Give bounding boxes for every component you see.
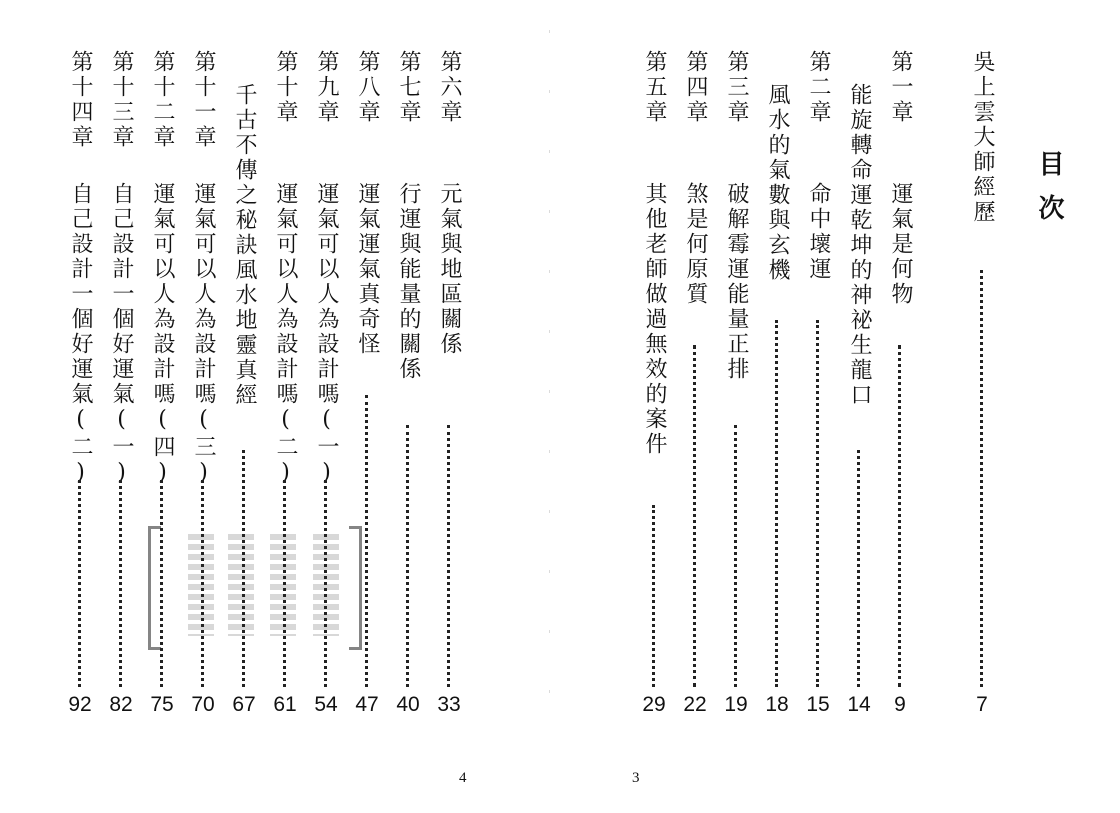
toc-entry[interactable] [801, 50, 835, 740]
page-number: 82 [109, 693, 133, 716]
dot-leader [857, 450, 860, 687]
section-title: 能旋轉命運乾坤的神祕生龍口 [847, 83, 872, 408]
chapter-label: 第十章 [273, 50, 298, 125]
chapter-title: 自己設計一個好運氣(二) [68, 182, 93, 488]
chapter-title: 運氣可以人為設計嗎(二) [273, 182, 298, 488]
toc-entry[interactable] [391, 50, 425, 740]
right-page-folio: 3 [632, 770, 640, 786]
contents-heading: 目次 [1034, 150, 1064, 238]
page-number: 19 [724, 693, 748, 716]
stamp-ghost-mark [188, 534, 214, 636]
page-number: 67 [232, 693, 256, 716]
page-number: 54 [314, 693, 338, 716]
toc-entry[interactable] [965, 50, 999, 740]
chapter-label: 第五章 [642, 50, 667, 125]
chapter-label: 第十二章 [150, 50, 175, 150]
toc-entry[interactable] [678, 50, 712, 740]
stamp-ghost-mark [313, 534, 339, 636]
chapter-label: 第六章 [437, 50, 462, 125]
dot-leader [652, 505, 655, 687]
page-number: 92 [68, 693, 92, 716]
page-number: 15 [806, 693, 830, 716]
dot-leader [406, 425, 409, 687]
chapter-title: 其他老師做過無效的案件 [642, 182, 667, 457]
page-number: 14 [847, 693, 871, 716]
toc-entry[interactable] [104, 50, 138, 740]
dot-leader [447, 425, 450, 687]
dot-leader [816, 320, 819, 687]
page-number: 7 [976, 693, 988, 716]
dot-leader [78, 480, 81, 687]
chapter-title: 運氣是何物 [888, 182, 913, 307]
chapter-title: 自己設計一個好運氣(一) [109, 182, 134, 488]
stamp-ghost-mark [270, 534, 296, 636]
section-title: 吳上雲大師經歷 [970, 50, 995, 225]
left-page-folio: 4 [459, 770, 467, 786]
chapter-title: 元氣與地區關係 [437, 182, 462, 357]
dot-leader [365, 395, 368, 687]
section-title: 千古不傳之秘訣風水地靈真經 [232, 83, 257, 408]
toc-entry[interactable] [637, 50, 671, 740]
section-title: 風水的氣數與玄機 [765, 83, 790, 283]
toc-entry[interactable] [883, 50, 917, 740]
toc-entry[interactable] [719, 50, 753, 740]
chapter-label: 第十三章 [109, 50, 134, 150]
chapter-title: 命中壞運 [806, 182, 831, 282]
chapter-title: 煞是何原質 [683, 182, 708, 307]
chapter-title: 運氣可以人為設計嗎(四) [150, 182, 175, 488]
chapter-title: 行運與能量的關係 [396, 182, 421, 382]
page-number: 9 [894, 693, 906, 716]
dot-leader [980, 270, 983, 687]
page-number: 22 [683, 693, 707, 716]
dot-leader [775, 320, 778, 687]
chapter-label: 第一章 [888, 50, 913, 125]
toc-entry[interactable] [432, 50, 466, 740]
chapter-label: 第二章 [806, 50, 831, 125]
chapter-title: 運氣可以人為設計嗎(一) [314, 182, 339, 488]
page-number: 61 [273, 693, 297, 716]
chapter-title: 運氣運氣真奇怪 [355, 182, 380, 357]
dot-leader [693, 345, 696, 687]
dot-leader [734, 425, 737, 687]
chapter-title: 破解霉運能量正排 [724, 182, 749, 382]
chapter-label: 第十一章 [191, 50, 216, 150]
chapter-label: 第十四章 [68, 50, 93, 150]
stamp-ghost-mark [228, 534, 254, 636]
right-page [560, 0, 1120, 813]
page-number: 75 [150, 693, 174, 716]
chapter-label: 第九章 [314, 50, 339, 125]
toc-entry[interactable] [842, 50, 876, 740]
faded-stamp-mark [148, 526, 362, 644]
page-number: 40 [396, 693, 420, 716]
stamp-bracket-right [349, 526, 362, 650]
page-number: 70 [191, 693, 215, 716]
toc-entry[interactable] [63, 50, 97, 740]
page-number: 33 [437, 693, 461, 716]
stamp-bracket-left [148, 526, 161, 650]
chapter-label: 第四章 [683, 50, 708, 125]
page-number: 29 [642, 693, 666, 716]
chapter-label: 第八章 [355, 50, 380, 125]
chapter-label: 第七章 [396, 50, 421, 125]
chapter-title: 運氣可以人為設計嗎(三) [191, 182, 216, 488]
page-number: 18 [765, 693, 789, 716]
toc-entry[interactable] [760, 50, 794, 740]
page-number: 47 [355, 693, 379, 716]
dot-leader [119, 480, 122, 687]
chapter-label: 第三章 [724, 50, 749, 125]
dot-leader [898, 345, 901, 687]
